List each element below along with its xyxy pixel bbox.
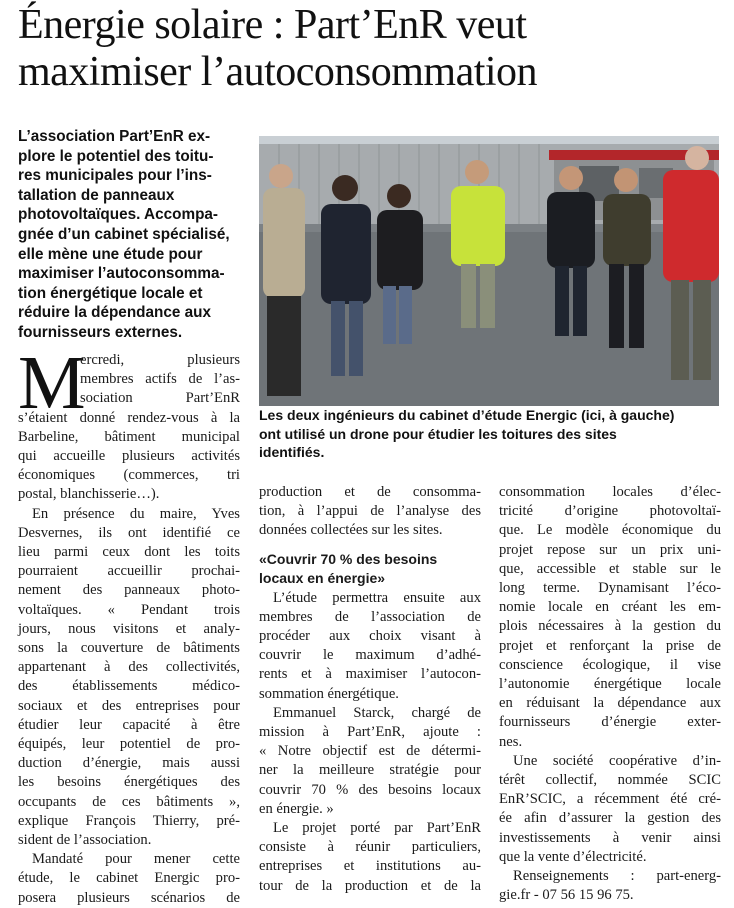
- body-line: étude, le cabinet Energic pro-: [18, 870, 240, 887]
- body-line: consommation locales d’élec-: [499, 484, 721, 500]
- body-line: équipés, leur potentiel de pro-: [18, 736, 240, 753]
- body-line: conscience écologique, il vise: [499, 656, 721, 673]
- body-line: qui accueille plusieurs activités: [18, 448, 240, 465]
- standfirst-line: maximiser l’autoconsomma-: [18, 265, 225, 283]
- body-line: sommation énergétique.: [259, 685, 399, 702]
- body-line: appartenant à des collectivités,: [18, 659, 240, 676]
- body-line: occupants de ces bâtiments »,: [18, 793, 240, 810]
- body-line: voltaïques. « Pendant trois: [18, 601, 240, 618]
- body-line: en réduisant la dépendance aux: [499, 695, 721, 712]
- body-line: lieu parmi ceux dont les toits: [18, 544, 240, 561]
- body-line: données collectées sur les sites.: [259, 522, 443, 539]
- body-line: projet et renforçant la prise de: [499, 637, 721, 654]
- standfirst: [18, 127, 250, 343]
- article-column-3: [499, 483, 721, 905]
- body-line: couvrir le maximum d’adhé-: [259, 647, 481, 664]
- intertitle: locaux en énergie»: [259, 570, 386, 587]
- body-line: duction d’énergie, mais aussi: [18, 755, 240, 772]
- body-line: que la vente d’électricité.: [499, 848, 647, 865]
- standfirst-line: photovoltaïques. Accompa-: [18, 206, 219, 224]
- standfirst-line: gnée d’un cabinet spécialisé,: [18, 225, 230, 243]
- body-line: Renseignements : part-energ-: [513, 868, 721, 885]
- body-line: couvrir 70 % des besoins locaux: [259, 781, 481, 798]
- body-line: plois nécessaires à la gestion du: [499, 618, 721, 635]
- body-line: mission à Part’EnR, ajoute :: [259, 724, 481, 741]
- headline-line-1: Énergie solaire : Part’EnR veut: [18, 2, 527, 48]
- body-line: fournisseurs d’énergie exter-: [499, 714, 721, 731]
- body-line: « Notre objectif est de détermi-: [259, 743, 481, 760]
- article-column-1: [18, 341, 240, 908]
- body-line: jours, nous visitons et analy-: [18, 620, 240, 637]
- standfirst-line: res municipales pour l’ins-: [18, 167, 212, 185]
- body-line: Une société coopérative d’in-: [513, 752, 721, 769]
- standfirst-line: tion énergétique locale et: [18, 284, 203, 302]
- body-line: EnR’SCIC, a récemment été cré-: [499, 791, 721, 808]
- body-line: Barbeline, bâtiment municipal: [18, 428, 240, 445]
- body-line: étudier leur capacité à être: [18, 716, 240, 733]
- body-line: entreprises et institutions au-: [259, 858, 481, 875]
- body-line: Mandaté pour mener cette: [32, 851, 240, 868]
- body-line: long terme. Dynamisant l’éco-: [499, 580, 721, 597]
- body-line: l’autonomie énergétique locale: [499, 676, 721, 693]
- body-line: postal, blanchisserie…).: [18, 486, 160, 503]
- standfirst-line: fournisseurs externes.: [18, 323, 183, 341]
- body-line: gie.fr - 07 56 15 96 75.: [499, 887, 634, 904]
- body-line: en énergie. »: [259, 800, 334, 817]
- body-line: s’étaient donné rendez-vous à la: [18, 409, 240, 426]
- group-photo: [259, 136, 719, 406]
- body-line: tour de la production et de la: [259, 877, 481, 894]
- body-line: économiques (commerces, tri: [18, 467, 240, 484]
- body-line: Desvernes, ils ont identifié ce: [18, 524, 240, 541]
- body-line: les besoins énergétiques des: [18, 774, 240, 791]
- body-line: ner la meilleure stratégie pour: [259, 762, 481, 779]
- body-line: tricité d’origine photovoltaï-: [499, 503, 721, 520]
- body-line: L’étude permettra ensuite aux: [273, 589, 481, 606]
- standfirst-line: plore le potentiel des toitu-: [18, 147, 214, 165]
- body-line: sons la couverture de bâtiments: [18, 640, 240, 657]
- body-line: Emmanuel Starck, chargé de: [273, 704, 481, 721]
- body-line: explique François Thierry, pré-: [18, 812, 240, 829]
- body-line: tion, à l’appui de l’analyse des: [259, 503, 481, 520]
- body-line: procéder aux choix visant à: [259, 628, 481, 645]
- body-line: production et de consomma-: [259, 484, 481, 500]
- body-line: Le projet porté par Part’EnR: [273, 820, 481, 837]
- body-line: projet repose sur un prix uni-: [499, 541, 721, 558]
- headline: [18, 2, 728, 96]
- body-line: sident de l’association.: [18, 832, 152, 849]
- caption-line: ont utilisé un drone pour étudier les toitures des sites: [259, 425, 617, 442]
- standfirst-line: elle mène une étude pour: [18, 245, 203, 263]
- photo-caption: [259, 406, 729, 462]
- body-line: sociaux et des entreprises pour: [18, 697, 240, 714]
- body-line: que. Le modèle économique du: [499, 522, 721, 539]
- standfirst-line: réduire la dépendance aux: [18, 304, 211, 322]
- body-line: rents et à maximiser l’autocon-: [259, 666, 481, 683]
- intertitle: «Couvrir 70 % des besoins: [259, 551, 438, 568]
- body-line: des établissements médico-: [18, 678, 240, 695]
- body-line: ée afin d’assurer la gestion des: [499, 810, 721, 827]
- body-line: pourraient accueillir prochai-: [18, 563, 240, 580]
- body-line: investissements à venir ainsi: [499, 829, 721, 846]
- body-line: membres de l’association de: [259, 608, 481, 625]
- article-column-2: [259, 483, 481, 896]
- body-line: membres actifs de l’as-: [80, 371, 240, 388]
- body-line: nement des panneaux photo-: [18, 582, 240, 599]
- body-line: térêt collectif, nommée SCIC: [499, 772, 721, 789]
- body-line: que, accessible et stable sur le: [499, 560, 721, 577]
- caption-line: identifiés.: [259, 444, 325, 461]
- headline-line-2: maximiser l’autoconsommation: [18, 49, 538, 95]
- body-line: ercredi, plusieurs: [80, 352, 240, 368]
- drop-cap: M: [18, 341, 86, 425]
- standfirst-line: L’association Part’EnR ex-: [18, 128, 211, 145]
- standfirst-line: tallation de panneaux: [18, 186, 175, 204]
- body-line: consiste à réunir particuliers,: [259, 839, 481, 856]
- body-line: nomie locale en créant les em-: [499, 599, 721, 616]
- body-line: posera plusieurs scénarios de: [18, 889, 240, 906]
- body-line: nes.: [499, 733, 523, 750]
- body-line: sociation Part’EnR: [80, 390, 240, 407]
- caption-line: Les deux ingénieurs du cabinet d’étude Energic (ici, à gauche): [259, 407, 675, 423]
- body-line: En présence du maire, Yves: [32, 505, 240, 522]
